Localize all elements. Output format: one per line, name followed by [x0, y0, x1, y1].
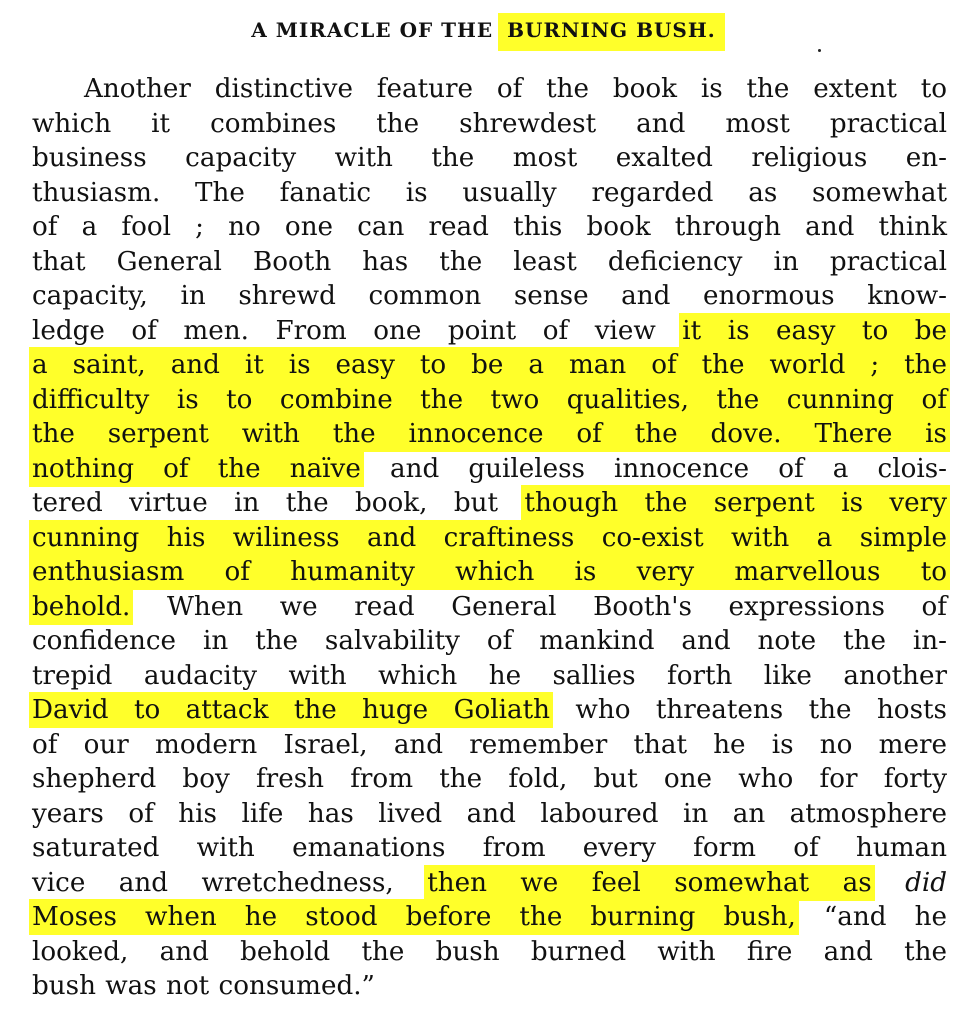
highlighted-passage: behold.: [32, 591, 131, 622]
text-line: [32, 176, 947, 211]
text-segment: trepid audacity with which he sallies forth like another: [32, 660, 947, 691]
highlighted-passage: enthusiasm of humanity which is very marvellous to: [32, 557, 947, 587]
text-line: [32, 762, 947, 797]
heading-highlighted-text: BURNING BUSH.: [501, 16, 722, 48]
highlighted-passage: the serpent with the innocence of the dove. There is: [32, 419, 947, 449]
text-segment: ledge of men. From one point of view: [32, 315, 683, 346]
text-segment: saturated with emanations from every form of human: [32, 833, 947, 863]
text-line: [32, 521, 947, 556]
text-line: [32, 245, 947, 280]
text-line: [32, 452, 947, 487]
article-paragraph: [32, 72, 947, 1004]
text-line: [32, 383, 947, 418]
text-line: [32, 210, 947, 245]
text-segment: When we read General Booth's expressions of: [130, 591, 947, 622]
text-line: [32, 590, 947, 625]
text-segment: looked, and behold the bush burned with fire and the: [32, 936, 947, 967]
text-line: [32, 348, 947, 383]
heading-plain-text: A MIRACLE OF THE: [251, 18, 502, 42]
text-segment: thusiasm. The fanatic is usually regarded as somewhat: [32, 177, 947, 208]
text-line: [32, 141, 947, 176]
text-line: [32, 728, 947, 763]
text-line: [32, 693, 947, 728]
text-segment: confidence in the salvability of mankind and note the in-: [32, 626, 947, 656]
highlighted-passage: cunning his wiliness and craftiness co-exist with a simple: [32, 522, 947, 553]
text-line: [32, 486, 947, 521]
text-segment: which it combines the shrewdest and most practical: [32, 108, 947, 139]
article-heading: [0, 18, 973, 42]
text-line: [32, 624, 947, 659]
text-segment: vice and wretchedness,: [32, 867, 428, 898]
highlighted-passage: Moses when he stood before the burning bush,: [32, 902, 796, 932]
highlighted-passage: it is easy to be: [682, 315, 947, 346]
text-line: [32, 417, 947, 452]
text-line: [32, 107, 947, 142]
text-segment: shepherd boy fresh from the fold, but one who for forty: [32, 764, 947, 794]
text-segment: who threatens the hosts: [550, 695, 947, 725]
text-segment: [872, 868, 905, 898]
highlighted-passage: then we feel somewhat as: [427, 867, 872, 898]
text-segment: of our modern Israel, and remember that he is no mere: [32, 729, 947, 760]
text-line: [32, 935, 947, 970]
text-line: [32, 72, 947, 107]
highlighted-passage: a saint, and it is easy to be a man of the world ; the: [32, 350, 947, 380]
text-segment: capacity, in shrewd common sense and enormous know-: [32, 281, 947, 311]
text-line: [32, 866, 947, 901]
highlighted-passage: though the serpent is very: [524, 488, 947, 518]
text-line: [32, 831, 947, 866]
text-line: [32, 314, 947, 349]
text-segment: “and he: [795, 902, 947, 932]
text-line: [32, 659, 947, 694]
ink-speck: [818, 49, 821, 52]
text-segment: Another distinctive feature of the book is the extent to: [84, 74, 947, 104]
text-segment: business capacity with the most exalted religious en-: [32, 143, 947, 173]
text-segment: bush was not consumed.”: [32, 971, 375, 1001]
highlighted-passage: difficulty is to combine the two qualities, the cunning of: [32, 384, 947, 415]
highlighted-passage: David to attack the huge Goliath: [32, 695, 551, 725]
text-segment: and guileless innocence of a clois-: [360, 453, 947, 484]
text-segment: did: [905, 867, 947, 898]
text-segment: that General Booth has the least deficiency in practical: [32, 246, 947, 277]
text-line: [32, 279, 947, 314]
text-line: [32, 555, 947, 590]
text-line: [32, 797, 947, 832]
text-line: [32, 969, 947, 1004]
text-segment: of a fool ; no one can read this book through and think: [32, 212, 947, 242]
highlighted-passage: nothing of the naïve: [32, 453, 361, 484]
text-segment: tered virtue in the book, but: [32, 488, 525, 518]
text-line: [32, 900, 947, 935]
text-segment: years of his life has lived and laboured in an atmosphere: [32, 798, 947, 829]
